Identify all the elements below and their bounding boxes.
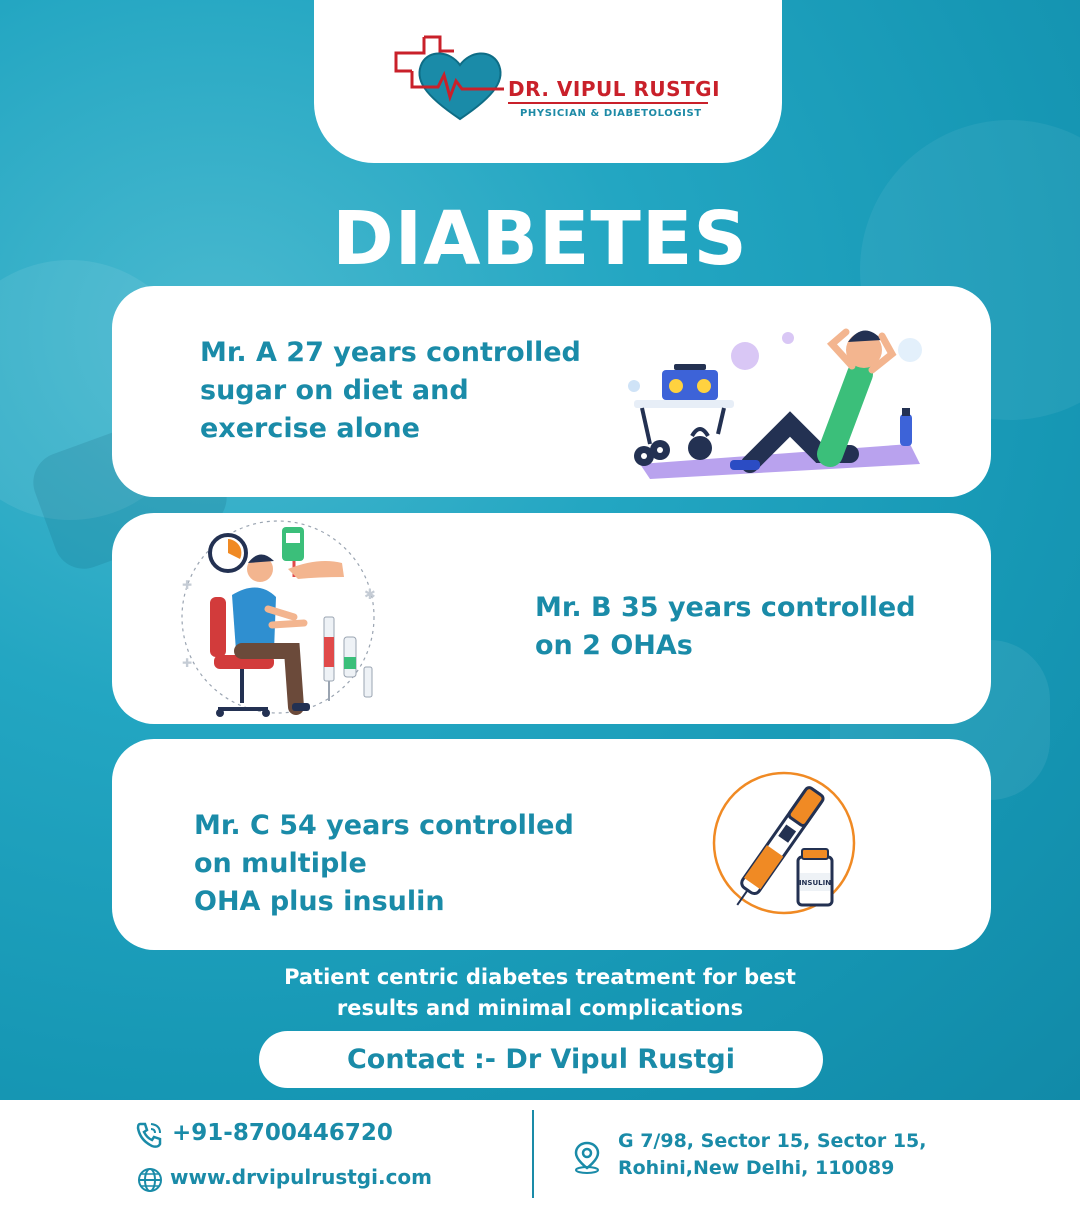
exercise-illustration-icon (620, 314, 930, 479)
page-title: DIABETES (332, 196, 748, 282)
footer (0, 1100, 1080, 1208)
address (618, 1128, 926, 1182)
contact-banner: Contact :- Dr Vipul Rustgi (259, 1031, 823, 1088)
case-card-a (112, 286, 991, 497)
website-link[interactable]: www.drvipulrustgi.com (170, 1165, 433, 1189)
address-line: Rohini,New Delhi, 110089 (618, 1157, 895, 1179)
case-card-line: Mr. B 35 years controlled (535, 592, 916, 623)
vial-label: INSULIN (798, 879, 832, 887)
case-card-text (535, 589, 975, 665)
injection-illustration-icon (168, 517, 388, 722)
location-pin-icon (572, 1140, 602, 1174)
case-card-line: on multiple (194, 848, 367, 879)
address-line: G 7/98, Sector 15, Sector 15, (618, 1130, 927, 1152)
brand-name: DR. VIPUL RUSTGI (508, 77, 721, 101)
heart-cross-logo-icon (394, 35, 506, 125)
brand-subtitle: PHYSICIAN & DIABETOLOGIST (520, 108, 702, 119)
case-card-text (194, 807, 634, 921)
tagline-line: Patient centric diabetes treatment for best (284, 965, 796, 989)
phone-icon (134, 1120, 164, 1150)
svg-text:✚: ✚ (182, 656, 193, 670)
case-card-b (112, 513, 991, 724)
brand-underline (508, 102, 708, 104)
footer-divider (532, 1110, 534, 1198)
globe-icon (137, 1167, 163, 1193)
svg-text:✱: ✱ (364, 587, 376, 603)
phone-number[interactable]: +91-8700446720 (172, 1120, 393, 1146)
case-card-line: on 2 OHAs (535, 630, 693, 661)
case-card-text (200, 334, 640, 448)
case-card-line: Mr. A 27 years controlled (200, 337, 581, 368)
insulin-pen-illustration-icon (702, 761, 862, 921)
tagline-line: results and minimal complications (336, 996, 744, 1020)
logo-panel (314, 0, 782, 163)
case-card-line: Mr. C 54 years controlled (194, 810, 574, 841)
case-card-line: exercise alone (200, 413, 420, 444)
tagline (0, 962, 1080, 1024)
case-card-c (112, 739, 991, 950)
svg-text:✚: ✚ (182, 578, 193, 592)
case-card-line: sugar on diet and (200, 375, 469, 406)
case-card-line: OHA plus insulin (194, 886, 445, 917)
